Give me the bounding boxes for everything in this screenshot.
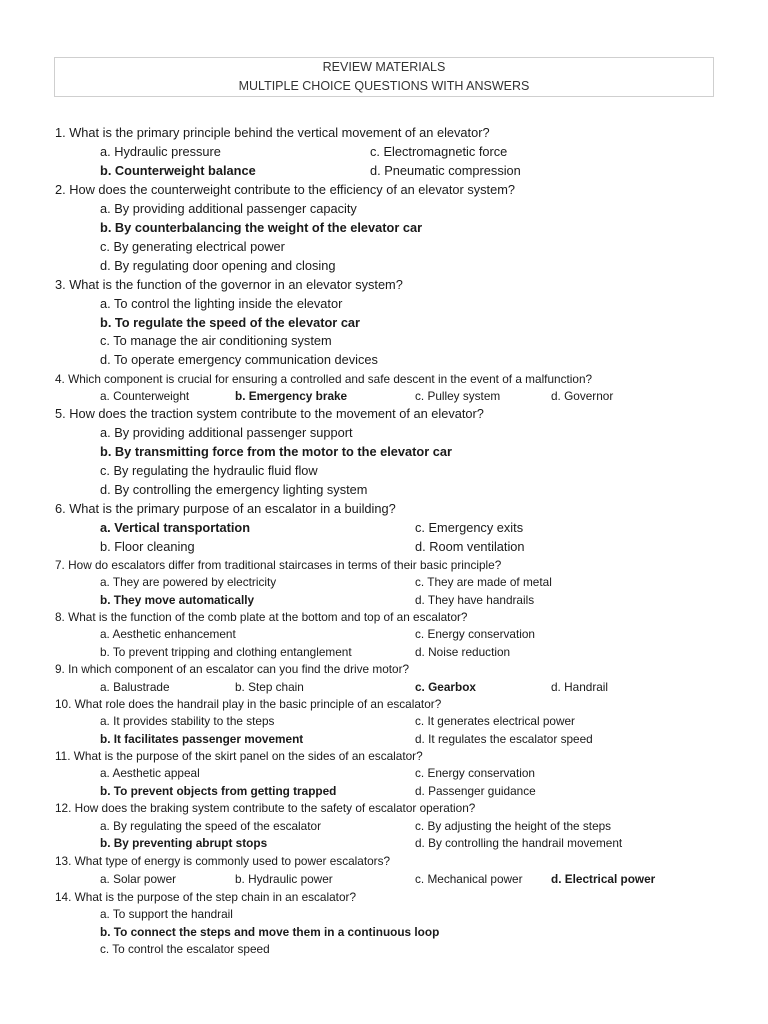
header-subtitle: MULTIPLE CHOICE QUESTIONS WITH ANSWERS xyxy=(238,79,530,93)
q12-option-b-correct: b. By preventing abrupt stops xyxy=(100,836,268,850)
question-6: 6. What is the primary purpose of an escalator in a building? xyxy=(55,501,396,516)
q7-option-a: a. They are powered by electricity xyxy=(100,575,277,589)
question-14: 14. What is the purpose of the step chain in an escalator? xyxy=(55,890,357,904)
q12-option-a: a. By regulating the speed of the escalator xyxy=(100,819,322,833)
q6-option-a-correct: a. Vertical transportation xyxy=(100,520,251,535)
q11-option-c: c. Energy conservation xyxy=(415,766,535,780)
header-title: REVIEW MATERIALS xyxy=(322,60,446,74)
q2-option-b-correct: b. By counterbalancing the weight of the elevator car xyxy=(100,220,423,235)
question-8: 8. What is the function of the comb plate at the bottom and top of an escalator? xyxy=(55,610,468,624)
q8-option-b-correct: b. To prevent tripping and clothing entanglement xyxy=(100,645,352,659)
q13-option-b: b. Hydraulic power xyxy=(235,872,333,886)
q4-option-c: c. Pulley system xyxy=(415,389,501,403)
q13-option-d-correct: d. Electrical power xyxy=(551,872,656,886)
q12-option-c: c. By adjusting the height of the steps xyxy=(415,819,612,833)
question-10: 10. What role does the handrail play in the basic principle of an escalator? xyxy=(55,697,442,711)
q1-option-b-correct: b. Counterweight balance xyxy=(100,163,256,178)
question-1: 1. What is the primary principle behind the vertical movement of an elevator? xyxy=(55,125,490,140)
q1-option-c: c. Electromagnetic force xyxy=(370,144,508,159)
q12-option-d: d. By controlling the handrail movement xyxy=(415,836,623,850)
question-9: 9. In which component of an escalator can you find the drive motor? xyxy=(55,662,410,676)
q14-option-a: a. To support the handrail xyxy=(100,907,233,921)
q6-option-b: b. Floor cleaning xyxy=(100,539,195,554)
q7-option-c: c. They are made of metal xyxy=(415,575,552,589)
q8-option-d: d. Noise reduction xyxy=(415,645,511,659)
q4-option-d: d. Governor xyxy=(551,389,614,403)
q2-option-a: a. By providing additional passenger capacity xyxy=(100,201,357,216)
question-5: 5. How does the traction system contribute to the movement of an elevator? xyxy=(55,406,484,421)
q9-option-c-correct: c. Gearbox xyxy=(415,680,476,694)
q10-option-a: a. It provides stability to the steps xyxy=(100,714,275,728)
q2-option-c: c. By generating electrical power xyxy=(100,239,285,254)
q5-option-d: d. By controlling the emergency lighting system xyxy=(100,482,368,497)
q4-option-a: a. Counterweight xyxy=(100,389,190,403)
q3-option-a: a. To control the lighting inside the elevator xyxy=(100,296,343,311)
q10-option-d: d. It regulates the escalator speed xyxy=(415,732,593,746)
q1-option-a: a. Hydraulic pressure xyxy=(100,144,221,159)
q3-option-d: d. To operate emergency communication devices xyxy=(100,352,378,367)
q7-option-b-correct: b. They move automatically xyxy=(100,593,255,607)
q2-option-d: d. By regulating door opening and closing xyxy=(100,258,336,273)
q14-option-c: c. To control the escalator speed xyxy=(100,942,270,956)
question-13: 13. What type of energy is commonly used to power escalators? xyxy=(55,854,391,868)
q11-option-d: d. Passenger guidance xyxy=(415,784,536,798)
q9-option-a: a. Balustrade xyxy=(100,680,170,694)
q5-option-b-correct: b. By transmitting force from the motor to the elevator car xyxy=(100,444,452,459)
question-3: 3. What is the function of the governor in an elevator system? xyxy=(55,277,403,292)
question-4: 4. Which component is crucial for ensuring a controlled and safe descent in the event of a malfunction? xyxy=(55,372,593,386)
question-2: 2. How does the counterweight contribute to the efficiency of an elevator system? xyxy=(55,182,516,197)
q10-option-b-correct: b. It facilitates passenger movement xyxy=(100,732,304,746)
q9-option-b: b. Step chain xyxy=(235,680,304,694)
q8-option-c: c. Energy conservation xyxy=(415,627,535,641)
q5-option-a: a. By providing additional passenger support xyxy=(100,425,353,440)
q4-option-b-correct: b. Emergency brake xyxy=(235,389,348,403)
question-12: 12. How does the braking system contribute to the safety of escalator operation? xyxy=(55,801,476,815)
q8-option-a: a. Aesthetic enhancement xyxy=(100,627,236,641)
q7-option-d: d. They have handrails xyxy=(415,593,535,607)
q6-option-d: d. Room ventilation xyxy=(415,539,525,554)
q1-option-d: d. Pneumatic compression xyxy=(370,163,521,178)
q13-option-c: c. Mechanical power xyxy=(415,872,523,886)
q3-option-b-correct: b. To regulate the speed of the elevator car xyxy=(100,315,361,330)
q3-option-c: c. To manage the air conditioning system xyxy=(100,333,332,348)
question-7: 7. How do escalators differ from traditional staircases in terms of their basic principle? xyxy=(55,558,502,572)
q9-option-d: d. Handrail xyxy=(551,680,609,694)
q6-option-c: c. Emergency exits xyxy=(415,520,524,535)
q11-option-b-correct: b. To prevent objects from getting trapped xyxy=(100,784,337,798)
document-header xyxy=(54,57,714,97)
q5-option-c: c. By regulating the hydraulic fluid flow xyxy=(100,463,318,478)
question-11: 11. What is the purpose of the skirt panel on the sides of an escalator? xyxy=(55,749,423,763)
q13-option-a: a. Solar power xyxy=(100,872,177,886)
q10-option-c: c. It generates electrical power xyxy=(415,714,575,728)
q11-option-a: a. Aesthetic appeal xyxy=(100,766,200,780)
q14-option-b-correct: b. To connect the steps and move them in a continuous loop xyxy=(100,925,440,939)
